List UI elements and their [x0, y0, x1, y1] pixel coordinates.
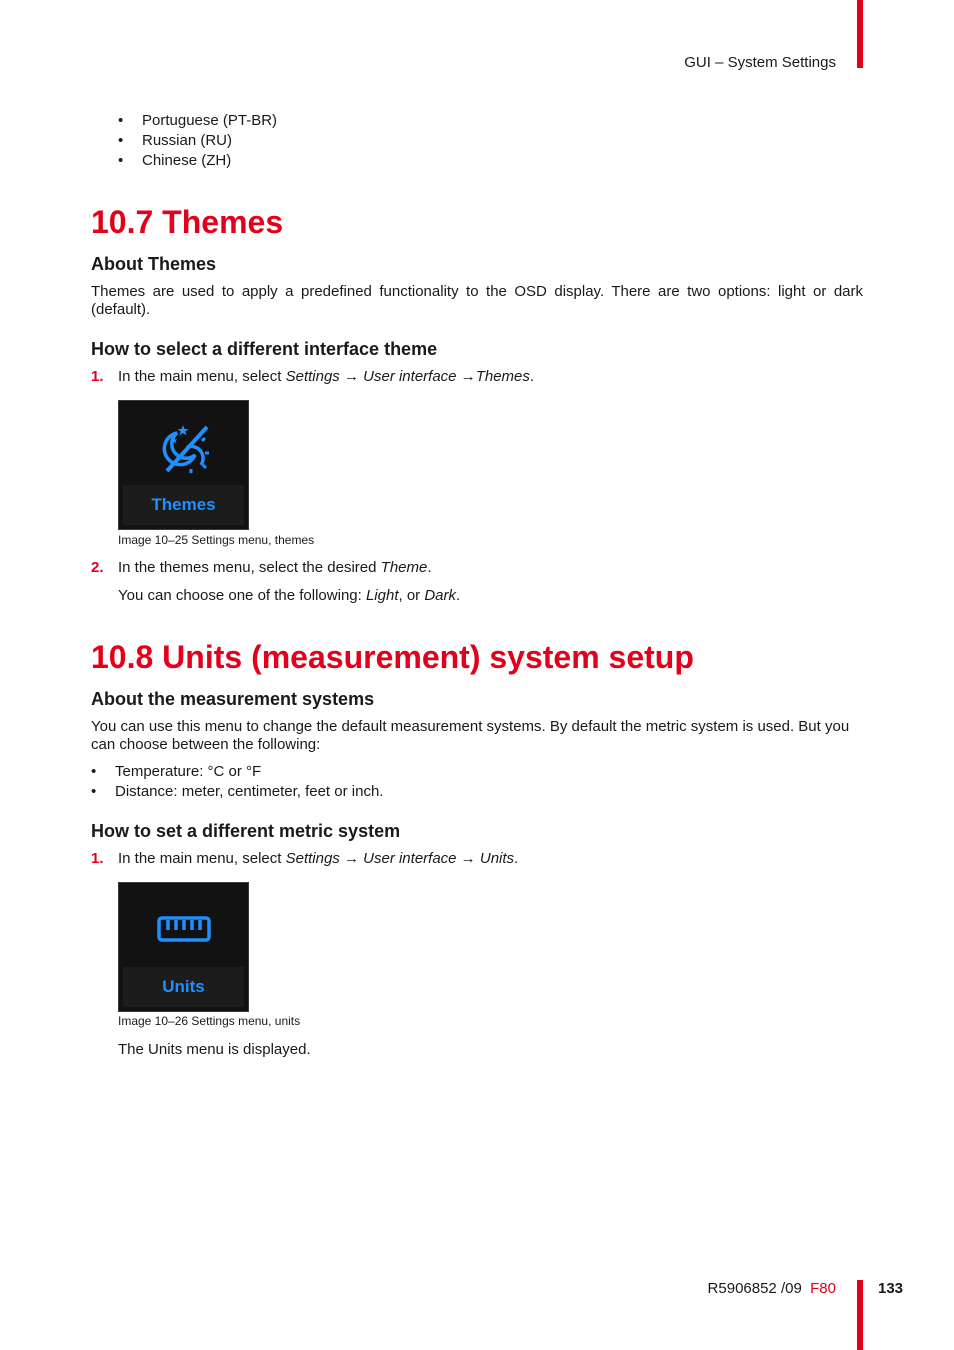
about-units-text: You can use this menu to change the default measurement systems. By default the metric system is used. But you can choose between the following: [91, 718, 850, 753]
theme-moon-sun-icon [157, 421, 211, 475]
units-image-caption: Image 10–26 Settings menu, units [118, 1014, 301, 1028]
footer-document-id: R5906852 /09 F80 [707, 1280, 836, 1297]
list-item: • Chinese (ZH) [118, 152, 232, 169]
units-section-title: 10.8 Units (measurement) system setup [91, 639, 694, 675]
ruler-icon [157, 903, 211, 957]
units-options-list [91, 762, 383, 802]
list-item: • Distance: meter, centimeter, feet or inch. [91, 783, 384, 800]
select-theme-heading: How to select a different interface theme [91, 339, 438, 359]
set-metric-heading: How to set a different metric system [91, 821, 401, 841]
footer-accent-bar [857, 1280, 863, 1350]
list-item: • Temperature: °C or °F [91, 763, 262, 780]
page-number: 133 [878, 1280, 904, 1297]
about-themes-heading: About Themes [91, 254, 217, 274]
running-header: GUI – System Settings [684, 54, 836, 71]
themes-section-title: 10.7 Themes [91, 204, 284, 240]
themes-menu-tile[interactable] [118, 400, 249, 530]
list-item: • Russian (RU) [118, 132, 233, 149]
units-menu-tile[interactable] [118, 882, 249, 1012]
list-item: • Portuguese (PT-BR) [118, 112, 278, 129]
header-accent-bar [857, 0, 863, 68]
themes-tile-label: Themes [151, 495, 216, 514]
language-list [118, 111, 277, 171]
themes-image-caption: Image 10–25 Settings menu, themes [118, 533, 315, 547]
about-themes-text: Themes are used to apply a predefined functionality to the OSD display. There are two options: light or dark (default). [91, 283, 863, 318]
units-tile-label: Units [162, 977, 205, 996]
about-units-heading: About the measurement systems [91, 689, 375, 709]
